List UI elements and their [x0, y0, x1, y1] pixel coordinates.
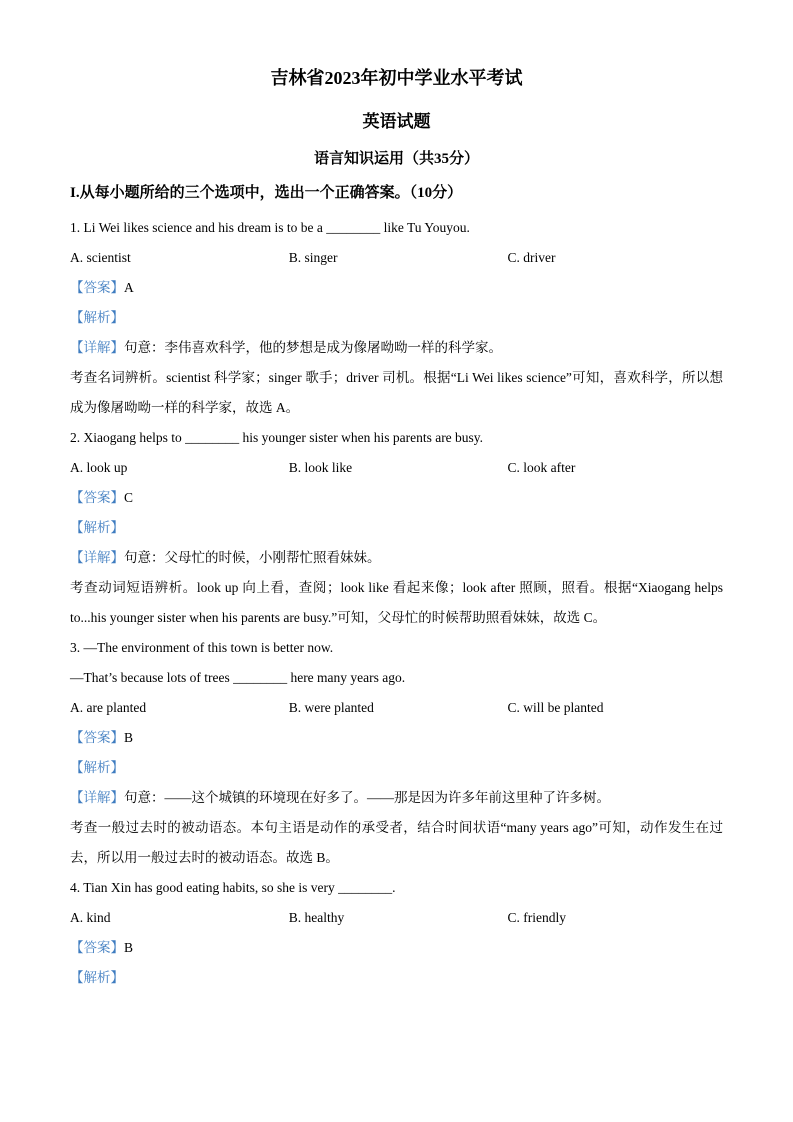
question-stem: 2. Xiaogang helps to ________ his younger sister when his parents are busy. [70, 430, 484, 446]
detail-body-paragraph: 考查名词辨析。scientist 科学家；singer 歌手；driver 司机。根据“Li Wei likes science”可知，喜欢科学，所以想成为像屠呦呦一样的科学家，故选 A。 [70, 370, 723, 416]
option-a: A. look up [70, 460, 128, 476]
analysis-label: 【解析】 [70, 520, 124, 536]
question-stem: 4. Tian Xin has good eating habits, so she is very ________. [70, 880, 396, 896]
option-a: A. kind [70, 910, 111, 926]
question-stem: 3. —The environment of this town is better now. [70, 640, 334, 656]
detail-intro-line [70, 783, 723, 813]
detail-intro-line [70, 333, 723, 363]
options-row [70, 693, 723, 723]
option-a: A. scientist [70, 250, 131, 266]
answer-value: B [124, 730, 134, 746]
answer-value: A [124, 280, 134, 296]
section-instruction: I.从每小题所给的三个选项中，选出一个正确答案。（10分） [70, 184, 463, 201]
question-stem-reply: —That’s because lots of trees ________ here many years ago. [70, 670, 406, 686]
detail-label: 【详解】 [70, 340, 124, 356]
analysis-label: 【解析】 [70, 760, 124, 776]
answer-label: 【答案】 [70, 280, 124, 296]
answer-line [70, 933, 723, 963]
question-block-1 [70, 213, 723, 423]
options-row [70, 243, 723, 273]
option-b: B. singer [288, 250, 338, 266]
answer-value: B [124, 940, 134, 956]
detail-intro-text: 句意：父母忙的时候，小刚帮忙照看妹妹。 [124, 550, 381, 566]
question-stem: 1. Li Wei likes science and his dream is to be a ________ like Tu Youyou. [70, 220, 470, 236]
analysis-line [70, 513, 723, 543]
detail-label: 【详解】 [70, 550, 124, 566]
analysis-line [70, 303, 723, 333]
analysis-label: 【解析】 [70, 310, 124, 326]
answer-label: 【答案】 [70, 940, 124, 956]
detail-body-paragraph: 考查一般过去时的被动语态。本句主语是动作的承受者，结合时间状语“many years ago”可知，动作发生在过去，所以用一般过去时的被动语态。故选 B。 [70, 820, 723, 866]
option-b: B. healthy [288, 910, 345, 926]
option-a: A. are planted [70, 700, 147, 716]
option-b: B. look like [288, 460, 353, 476]
question-block-2 [70, 423, 723, 633]
detail-label: 【详解】 [70, 790, 124, 806]
detail-intro-line [70, 543, 723, 573]
document-title: 吉林省2023年初中学业水平考试 [270, 68, 523, 88]
option-c: C. will be planted [507, 700, 604, 716]
option-c: C. look after [507, 460, 576, 476]
question-block-4 [70, 873, 723, 993]
answer-line [70, 273, 723, 303]
options-row [70, 453, 723, 483]
option-c: C. driver [507, 250, 556, 266]
detail-body-paragraph: 考查动词短语辨析。look up 向上看，查阅；look like 看起来像；look after 照顾，照看。根据“Xiaogang helps to...his younger sister when his parents are busy.”可知，父母忙的时候帮助照看妹妹，故选 C。 [70, 580, 723, 626]
option-c: C. friendly [507, 910, 566, 926]
question-block-3 [70, 633, 723, 873]
analysis-line [70, 963, 723, 993]
document-subtitle: 英语试题 [362, 111, 431, 131]
answer-label: 【答案】 [70, 730, 124, 746]
detail-intro-text: 句意：——这个城镇的环境现在好多了。——那是因为许多年前这里种了许多树。 [124, 790, 610, 806]
answer-line [70, 723, 723, 753]
answer-line [70, 483, 723, 513]
detail-intro-text: 句意：李伟喜欢科学，他的梦想是成为像屠呦呦一样的科学家。 [124, 340, 502, 356]
section-title: 语言知识运用（共35分） [313, 150, 479, 167]
analysis-line [70, 753, 723, 783]
option-b: B. were planted [288, 700, 374, 716]
answer-value: C [124, 490, 134, 506]
answer-label: 【答案】 [70, 490, 124, 506]
options-row [70, 903, 723, 933]
analysis-label: 【解析】 [70, 970, 124, 986]
